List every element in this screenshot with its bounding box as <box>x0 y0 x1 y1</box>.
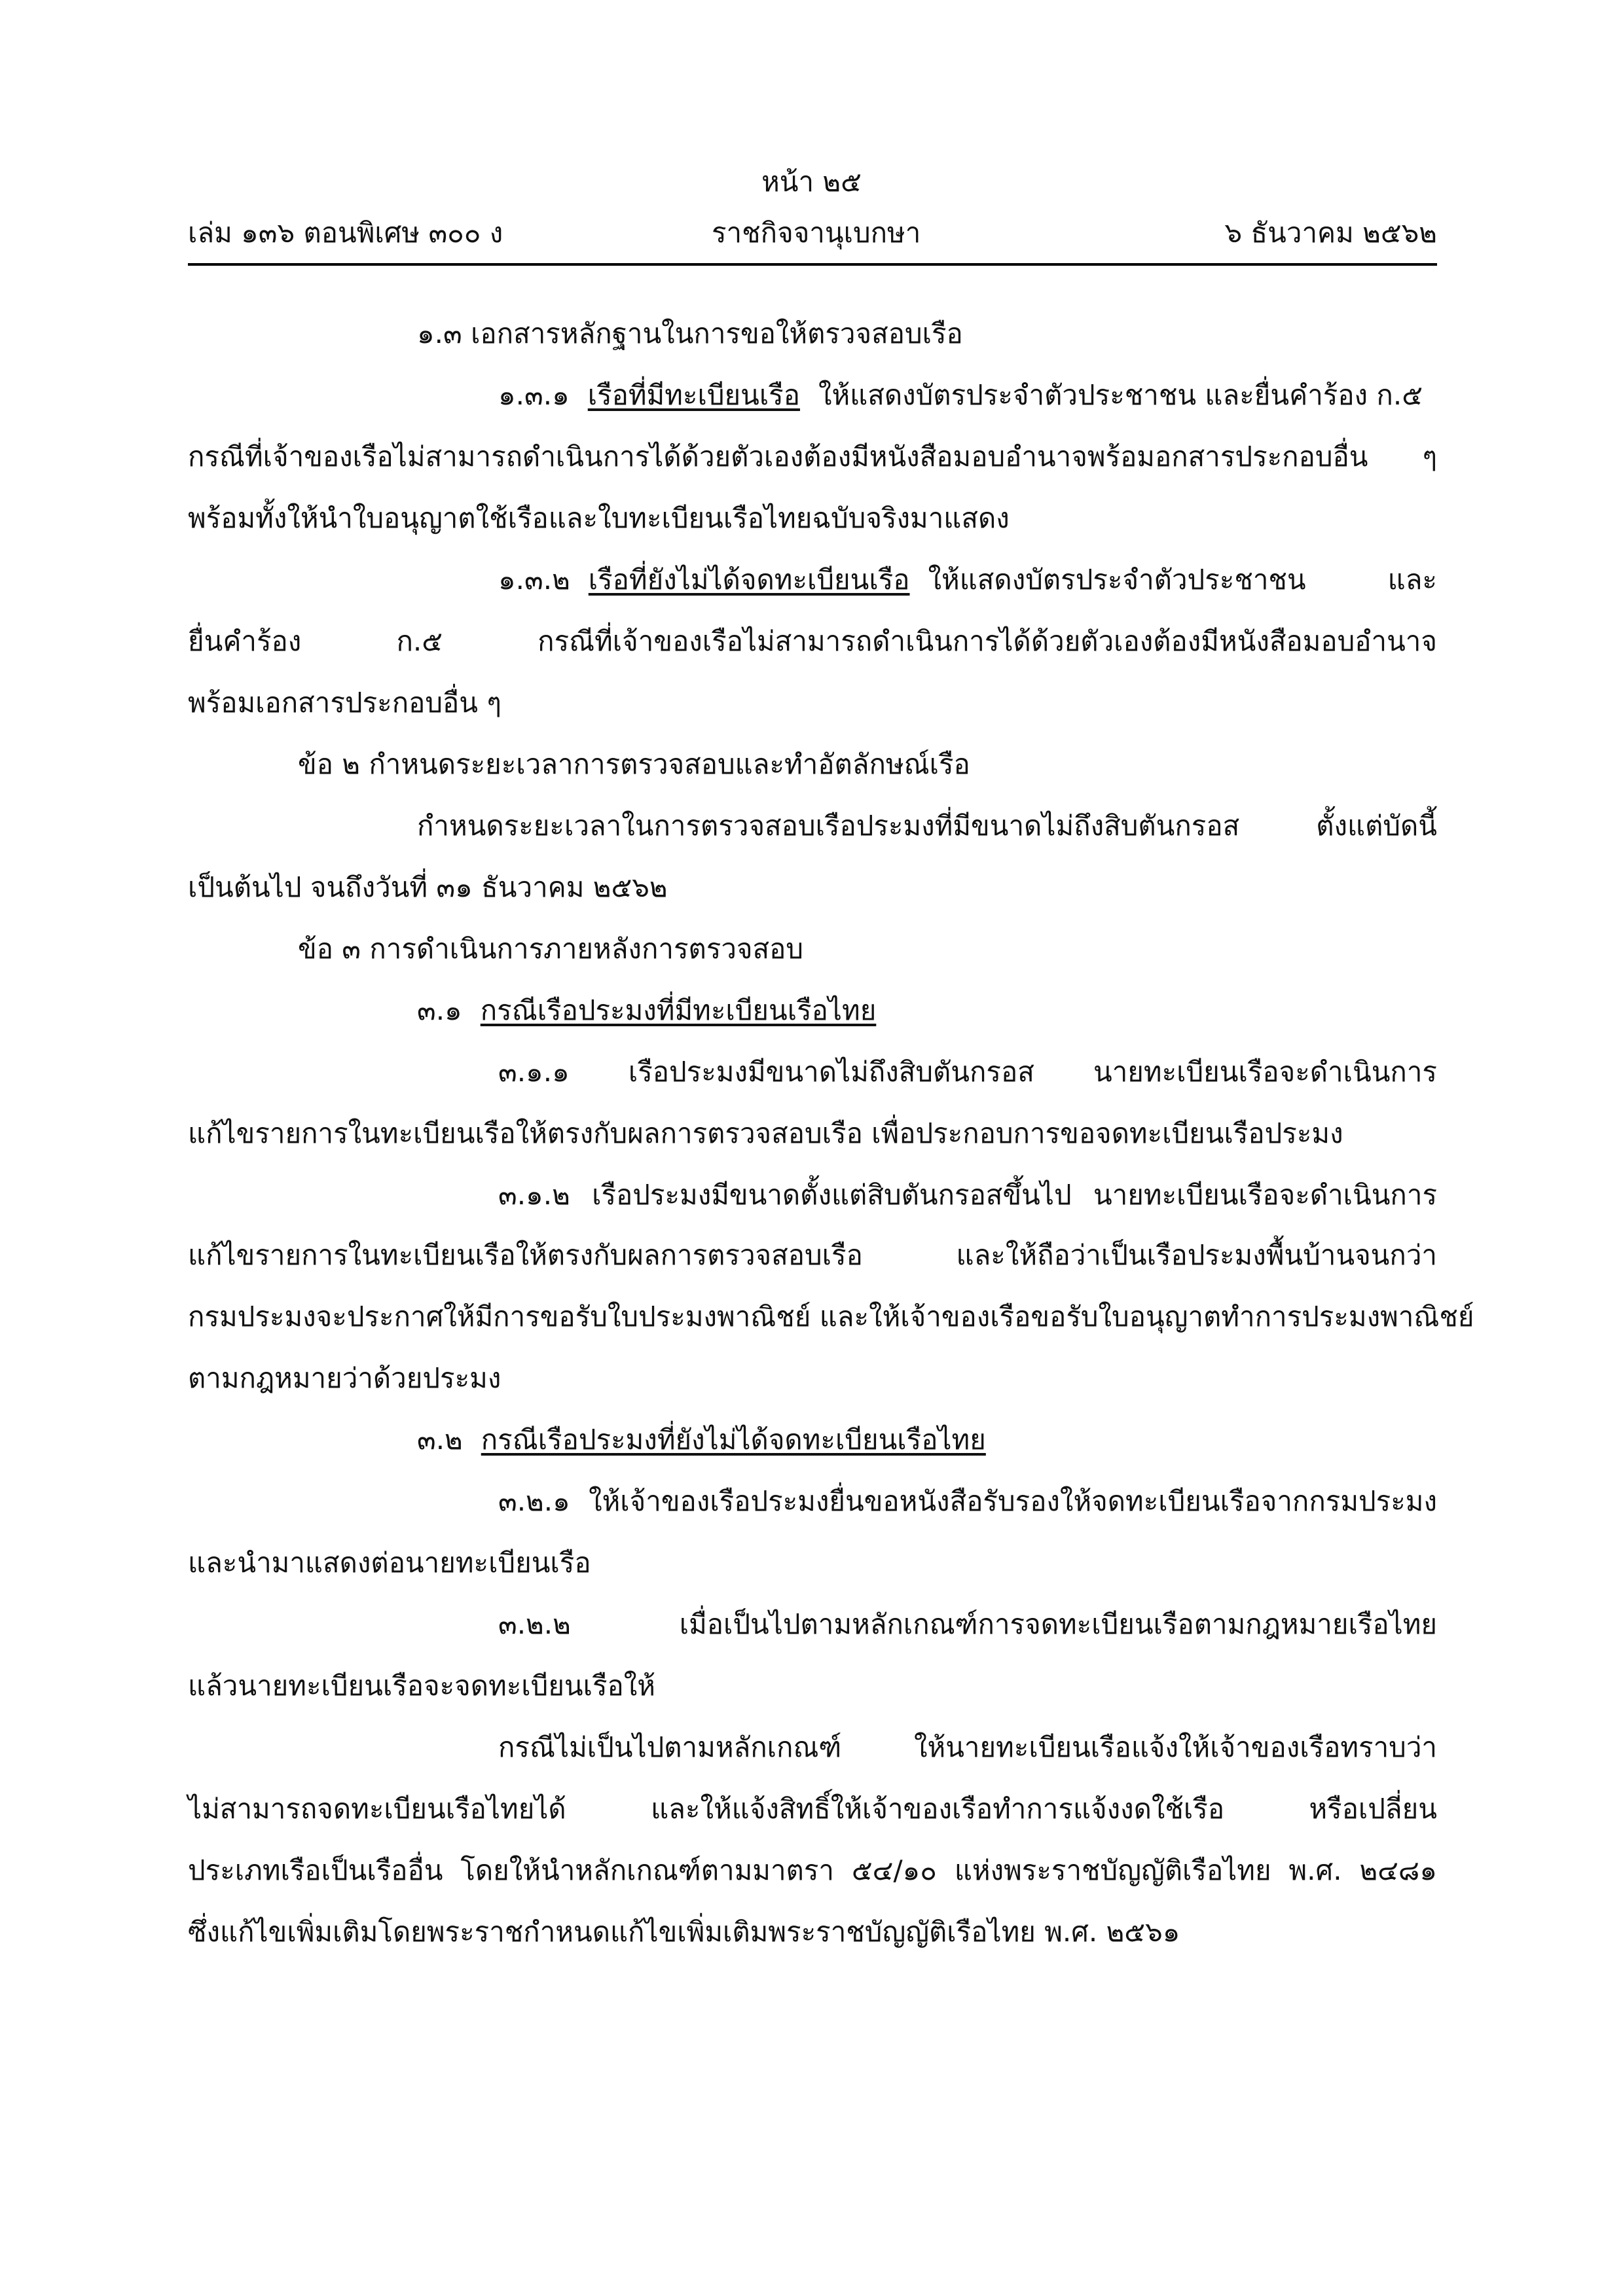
paragraph-line-4: ซึ่งแก้ไขเพิ่มเติมโดยพระราชกำหนดแก้ไขเพิ่มเติมพระราชบัญญัติเรือไทย พ.ศ. ๒๕๖๑ <box>188 1916 1180 1948</box>
section-1-3-heading: ๑.๓ เอกสารหลักฐานในการขอให้ตรวจสอบเรือ <box>417 317 963 350</box>
section-3-2-heading <box>188 1409 1437 1471</box>
clause-2-line-2: เป็นต้นไป จนถึงวันที่ ๓๑ ธันวาคม ๒๕๖๒ <box>188 871 668 903</box>
section-3-1-number: ๓.๑ <box>417 994 462 1026</box>
running-header <box>188 212 1437 254</box>
section-1-3-1-line-2: กรณีที่เจ้าของเรือไม่สามารถดำเนินการได้ด้วยตัวเองต้องมีหนังสือมอบอำนาจพร้อมอกสารประกอบอื่น ๆ <box>188 440 1437 473</box>
section-1-3-1-line-3: พร้อมทั้งให้นำใบอนุญาตใช้เรือและใบทะเบียนเรือไทยฉบับจริงมาแสดง <box>188 502 1010 534</box>
section-1-3-1-line-1 <box>188 365 1437 426</box>
paragraph-line-3: ประเภทเรือเป็นเรืออื่น โดยให้นำหลักเกณฑ์ตามมาตรา ๕๔/๑๐ แห่งพระราชบัญญัติเรือไทย พ.ศ. ๒๔๘๑ <box>188 1854 1437 1886</box>
section-3-2-2-line-1: ๓.๒.๒ เมื่อเป็นไปตามหลักเกณฑ์การจดทะเบียนเรือตามกฎหมายเรือไทย <box>498 1608 1437 1640</box>
section-3-2-title: กรณีเรือประมงที่ยังไม่ได้จดทะเบียนเรือไทย <box>481 1424 986 1456</box>
page-number: หน้า ๒๕ <box>761 166 862 198</box>
section-1-3-1-text: ให้แสดงบัตรประจำตัวประชาชน และยื่นคำร้อง ก.๕ <box>818 379 1423 411</box>
section-3-1-heading <box>188 980 1437 1041</box>
paragraph-line-2: ไม่สามารถจดทะเบียนเรือไทยได้ และให้แจ้งสิทธิ์ให้เจ้าของเรือทำการแจ้งงดใช้เรือ หรือเปลี่ยน <box>188 1793 1437 1825</box>
section-1-3-2-line-3: พร้อมเอกสารประกอบอื่น ๆ <box>188 687 501 719</box>
section-3-1-2-line-1: ๓.๑.๒ เรือประมงมีขนาดตั้งแต่สิบตันกรอสขึ้นไป นายทะเบียนเรือจะดำเนินการ <box>498 1179 1437 1211</box>
section-3-2-1-line-2: และนำมาแสดงต่อนายทะเบียนเรือ <box>188 1547 591 1579</box>
header-rule <box>188 263 1437 266</box>
section-1-3-1-title: เรือที่มีทะเบียนเรือ <box>587 379 800 411</box>
publication-name: ราชกิจจานุเบกษา <box>712 217 921 249</box>
section-3-2-number: ๓.๒ <box>417 1424 463 1456</box>
clause-2-heading: ข้อ ๒ กำหนดระยะเวลาการตรวจสอบและทำอัตลักษณ์เรือ <box>298 748 970 780</box>
clause-3-heading: ข้อ ๓ การดำเนินการภายหลังการตรวจสอบ <box>298 933 804 965</box>
section-1-3-2-line-2: ยื่นคำร้อง ก.๕ กรณีที่เจ้าของเรือไม่สามารถดำเนินการได้ด้วยตัวเองต้องมีหนังสือมอบอำนาจ <box>188 625 1437 657</box>
section-3-1-2-line-2: แก้ไขรายการในทะเบียนเรือให้ตรงกับผลการตรวจสอบเรือ และให้ถือว่าเป็นเรือประมงพื้นบ้านจนกว่า <box>188 1239 1437 1271</box>
section-1-3-2-number: ๑.๓.๒ <box>498 564 570 596</box>
section-3-2-2-line-2: แล้วนายทะเบียนเรือจะจดทะเบียนเรือให้ <box>188 1670 655 1702</box>
document-body <box>188 303 1474 1963</box>
section-3-1-title: กรณีเรือประมงที่มีทะเบียนเรือไทย <box>480 994 877 1026</box>
section-1-3-1-number: ๑.๓.๑ <box>498 379 570 411</box>
section-3-1-1-line-1: ๓.๑.๑ เรือประมงมีขนาดไม่ถึงสิบตันกรอส นายทะเบียนเรือจะดำเนินการ <box>498 1056 1437 1088</box>
volume-issue: เล่ม ๑๓๖ ตอนพิเศษ ๓๐๐ ง <box>188 217 503 249</box>
section-3-2-1-line-1: ๓.๒.๑ ให้เจ้าของเรือประมงยื่นขอหนังสือรับรองให้จดทะเบียนเรือจากกรมประมง <box>498 1485 1437 1517</box>
section-3-1-2-line-4: ตามกฎหมายว่าด้วยประมง <box>188 1362 501 1394</box>
paragraph-line-1: กรณีไม่เป็นไปตามหลักเกณฑ์ ให้นายทะเบียนเรือแจ้งให้เจ้าของเรือทราบว่า <box>498 1731 1437 1763</box>
section-1-3-2-text: ให้แสดงบัตรประจำตัวประชาชน และ <box>928 564 1437 596</box>
section-1-3-2-title: เรือที่ยังไม่ได้จดทะเบียนเรือ <box>588 564 910 596</box>
section-3-1-1-line-2: แก้ไขรายการในทะเบียนเรือให้ตรงกับผลการตรวจสอบเรือ เพื่อประกอบการขอจดทะเบียนเรือประมง <box>188 1117 1343 1149</box>
section-1-3-2-line-1 <box>188 549 1437 611</box>
publication-date: ๖ ธันวาคม ๒๕๖๒ <box>1224 217 1437 249</box>
clause-2-line-1: กำหนดระยะเวลาในการตรวจสอบเรือประมงที่มีขนาดไม่ถึงสิบตันกรอส ตั้งแต่บัดนี้ <box>417 810 1437 842</box>
section-3-1-2-line-3: กรมประมงจะประกาศให้มีการขอรับใบประมงพาณิชย์ และให้เจ้าของเรือขอรับใบอนุญาตทำการประมงพาณิชย์ <box>188 1300 1474 1333</box>
